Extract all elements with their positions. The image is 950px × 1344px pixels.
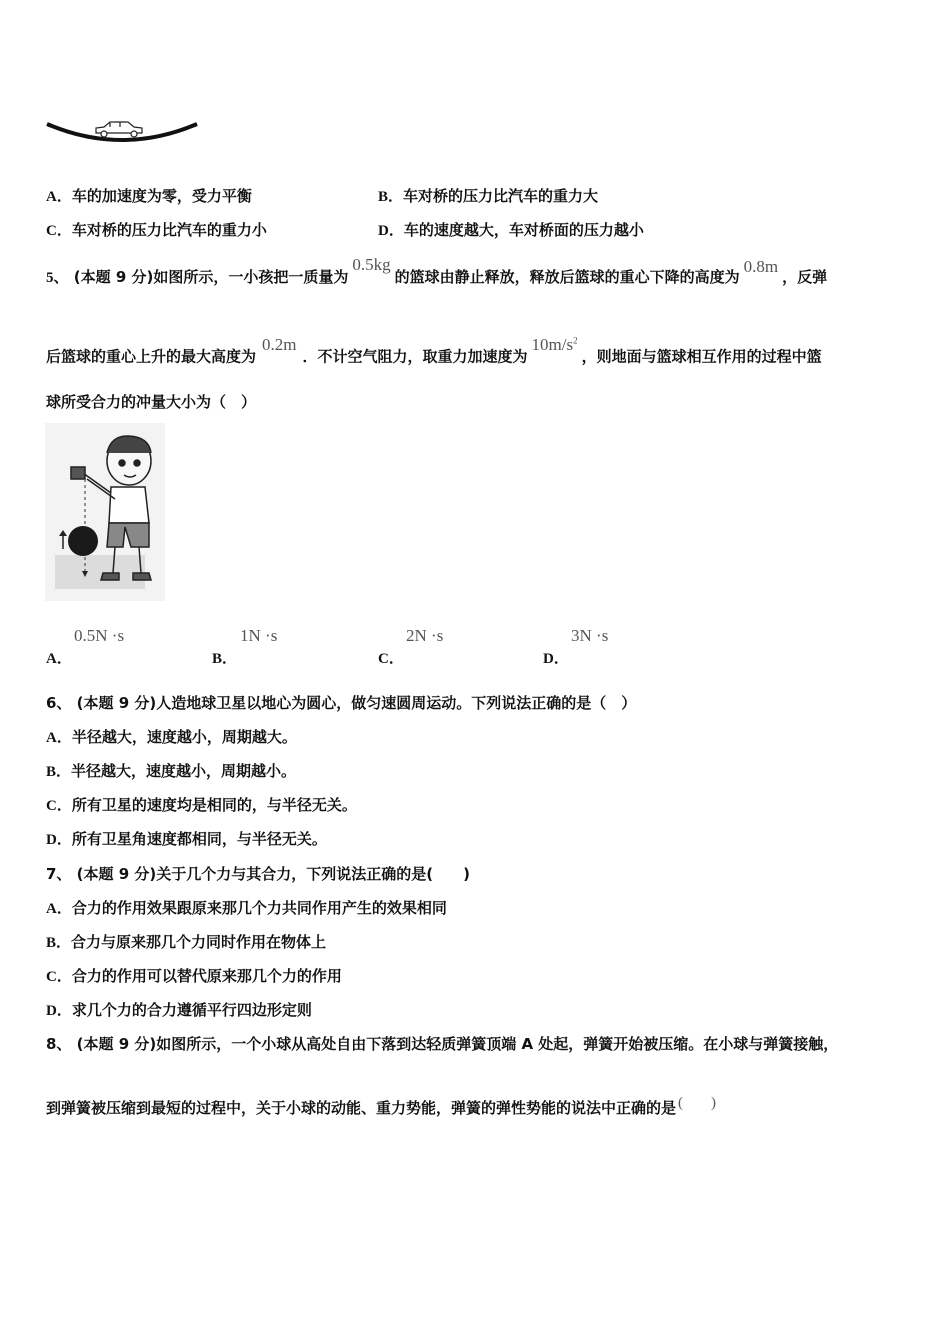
q7-option-a: A．合力的作用效果跟原来那几个力共同作用产生的效果相同 — [46, 899, 447, 917]
q7-option-d: D．求几个力的合力遵循平行四边形定则 — [46, 1001, 312, 1019]
bridge-car-figure — [44, 112, 204, 148]
q6-option-a: A．半径越大，速度越小，周期越大。 — [46, 728, 297, 746]
q5-option-a: A． 0.5N ·s — [46, 626, 125, 667]
q5-gravity: $10m/s^2$ — [531, 334, 578, 354]
q5-height-up: 0.2m — [262, 334, 297, 354]
q5-option-b: B． 1N ·s — [212, 626, 278, 667]
q4-option-d: D．车的速度越大，车对桥面的压力越小 — [378, 221, 644, 239]
child-basketball-figure — [45, 423, 165, 601]
q6-option-b: B．半径越大，速度越小，周期越小。 — [46, 762, 297, 780]
q7-option-c: C．合力的作用可以替代原来那几个力的作用 — [46, 967, 342, 985]
q7-option-b: B．合力与原来那几个力同时作用在物体上 — [46, 933, 327, 951]
q5-stem-line2: 后篮球的重心上升的最大高度为0.2m．不计空气阻力，取重力加速度为$10m/s^2$，则地面与篮球相互作用的过程中篮 — [46, 334, 822, 366]
q6-option-c: C．所有卫星的速度均是相同的，与半径无关。 — [46, 796, 357, 814]
q6-stem: 6、 (本题 9 分)人造地球卫星以地心为圆心，做匀速圆周运动。下列说法正确的是（ ） — [46, 694, 637, 712]
q5-option-c: C． 2N ·s — [378, 626, 444, 667]
q7-stem: 7、 (本题 9 分)关于几个力与其合力，下列说法正确的是( ) — [46, 865, 470, 883]
q6-option-d: D．所有卫星角速度都相同，与半径无关。 — [46, 830, 327, 848]
q4-option-c: C．车对桥的压力比汽车的重力小 — [46, 221, 267, 239]
q4-option-b: B．车对桥的压力比汽车的重力大 — [378, 187, 599, 205]
q8-stem-line1: 8、 (本题 9 分)如图所示，一个小球从高处自由下落到达轻质弹簧顶端 A 处起，弹簧开始被压缩。在小球与弹簧接触， — [46, 1035, 839, 1053]
q4-option-a: A．车的加速度为零，受力平衡 — [46, 187, 252, 205]
basketball-icon — [68, 526, 98, 556]
car-icon — [96, 122, 142, 137]
q8-answer-bracket: ( ) — [678, 1095, 717, 1111]
q5-height-down: 0.8m — [743, 257, 779, 276]
bridge-arc — [47, 124, 197, 140]
q8-stem-line2: 到弹簧被压缩到最短的过程中，关于小球的动能、重力势能，弹簧的弹性势能的说法中正确的是 ( ) — [46, 1095, 717, 1117]
q5-option-d: D． 3N ·s — [543, 626, 609, 667]
q5-stem-line3: 球所受合力的冲量大小为（ ） — [46, 393, 257, 411]
q5-mass: 0.5kg — [352, 255, 391, 274]
q5-stem-line1: 5、 (本题 9 分)如图所示，一小孩把一质量为0.5kg的篮球由静止释放，释放后篮球的重心下降的高度为0.8m，反弹 — [46, 255, 828, 286]
